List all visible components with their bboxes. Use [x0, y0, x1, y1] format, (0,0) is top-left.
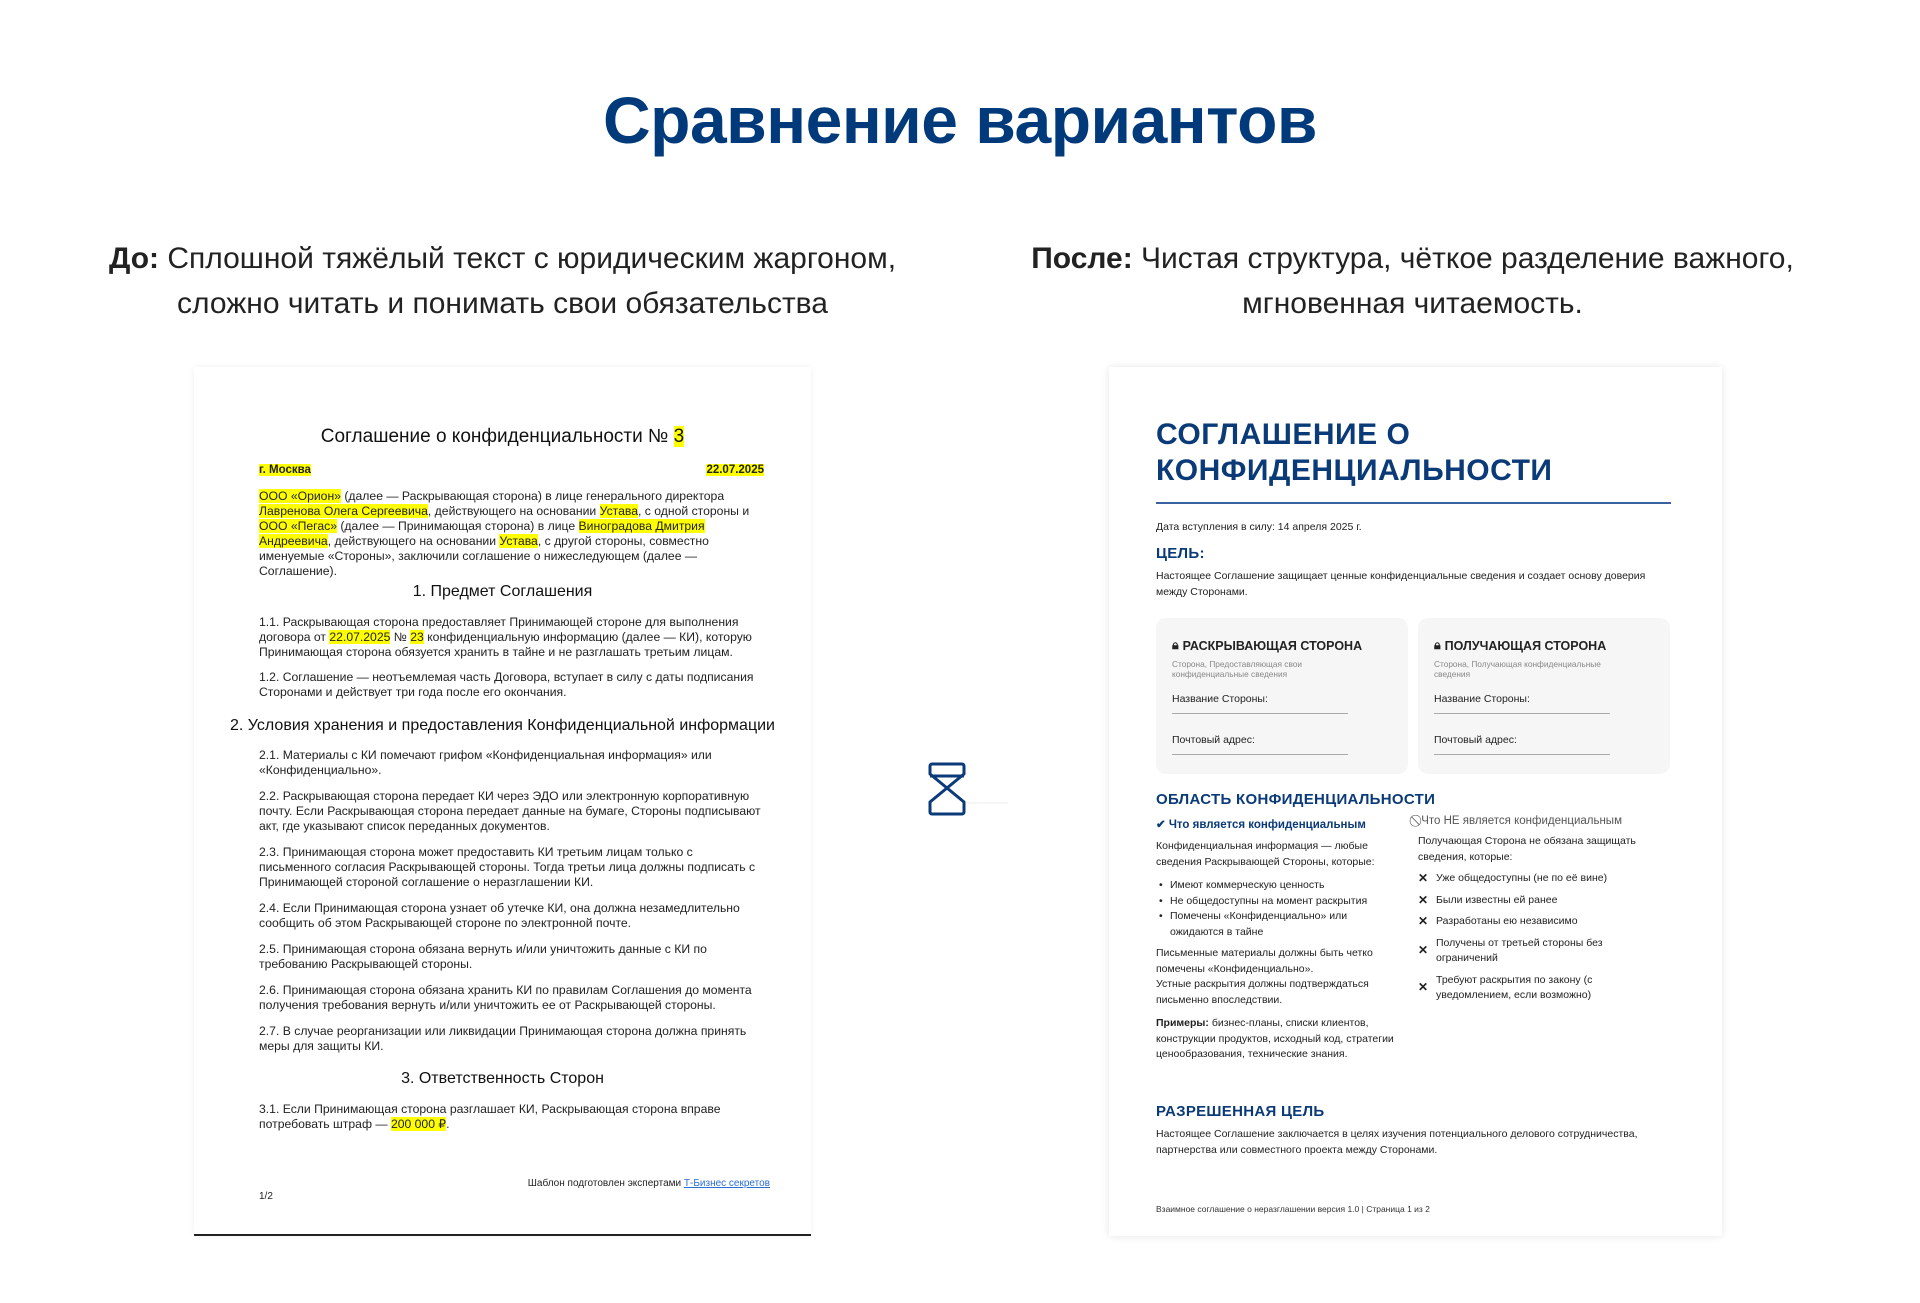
not-heading-text: Что НЕ является конфиденциальным — [1421, 815, 1622, 827]
is-list — [1156, 878, 1401, 940]
credit-text: Шаблон подготовлен экспертами — [527, 1178, 684, 1189]
scope-heading: ОБЛАСТЬ КОНФИДЕНЦИАЛЬНОСТИ — [1156, 791, 1436, 808]
not-confidential-column — [1418, 815, 1673, 1010]
card-subtitle: Сторона, Получающая конфиденциальные сведения — [1434, 659, 1601, 679]
highlighted-field: ООО «Пегас» — [259, 519, 337, 533]
clause-1-2: 1.2. Соглашение — неотъемлемая часть Договора, вступает в силу с даты подписания Сторонами и действует три года после его окончания. — [259, 670, 754, 699]
list-item — [1418, 893, 1673, 909]
disclosing-party-card — [1156, 618, 1408, 774]
clause-1-1 — [259, 615, 764, 660]
list-item: • Помечены «Конфиденциально» или ожидаются в тайне — [1156, 909, 1401, 940]
highlighted-field: 200 000 ₽ — [390, 1117, 447, 1131]
not-heading — [1418, 815, 1673, 828]
section-3-heading: 3. Ответственность Сторон — [401, 1070, 604, 1087]
x-icon: ✕ — [1418, 892, 1429, 907]
party-name-field[interactable] — [1434, 713, 1610, 714]
list-item-text: Требуют раскрытия по закону (с уведомлением, если возможно) — [1436, 973, 1593, 1001]
text-segment: , с одной стороны и — [638, 504, 750, 518]
party-name-field[interactable] — [1172, 713, 1348, 714]
text-segment: 3.1. Если Принимающая сторона разглашает КИ, Раскрывающая сторона вправе потребовать штраф — — [259, 1102, 721, 1131]
clause-2-7: 2.7. В случае реорганизации или ликвидации Принимающая сторона должна принять меры для защиты КИ. — [259, 1024, 747, 1053]
card-title — [1434, 638, 1606, 653]
text-segment: , с другой стороны, совместно именуемые «Стороны», заключили соглашение о нижеследующем (далее — Соглашение). — [259, 534, 709, 578]
text-segment: (далее — Принимающая сторона) в лице — [336, 519, 579, 533]
clause-2-2: 2.2. Раскрывающая сторона передает КИ через ЭДО или электронную корпоративную почту. Если Раскрывающая сторона передает данные на бумаге, Стороны подписывают акт, где указывают список переданных документов. — [259, 789, 761, 833]
clause-2-4: 2.4. Если Принимающая сторона узнает об утечке КИ, она должна незамедлительно сообщить об этом Раскрывающей стороне по электронной почте. — [259, 901, 740, 930]
card-title-text: РАСКРЫВАЮЩАЯ СТОРОНА — [1182, 638, 1363, 653]
before-text-2: сложно читать и понимать свои обязательства — [177, 287, 828, 320]
highlighted-field: ООО «Орион» — [259, 489, 341, 503]
after-caption — [975, 236, 1850, 326]
prohibited-icon: ⃠ — [1418, 815, 1422, 827]
examples — [1156, 1016, 1401, 1063]
address-label: Почтовый адрес: — [1434, 734, 1517, 746]
highlighted-field: Устава — [499, 534, 538, 548]
highlighted-field: Устава — [599, 504, 638, 518]
city-text: г. Москва — [259, 464, 311, 476]
highlighted-field: 23 — [410, 630, 424, 644]
address-field[interactable] — [1172, 754, 1348, 755]
x-icon: ✕ — [1418, 980, 1429, 995]
text-segment: № — [390, 630, 411, 644]
purpose-text: Настоящее Соглашение заключается в целях изучения потенциального делового сотрудничества, партнерства или совместного проекта между Сторонами. — [1156, 1128, 1638, 1156]
party-name-label: Название Стороны: — [1434, 693, 1530, 705]
is-intro: Конфиденциальная информация — любые сведения Раскрывающей Стороны, которые: — [1156, 840, 1375, 868]
examples-text: бизнес-планы, списки клиентов, конструкции продуктов, исходный код, стратегии ценообразования, технические знания. — [1156, 1017, 1394, 1060]
party-name-label: Название Стороны: — [1172, 693, 1268, 705]
list-item: • Имеют коммерческую ценность — [1156, 878, 1401, 894]
highlighted-field: 22.07.2025 — [329, 630, 391, 644]
after-text: Чистая структура, чёткое разделение важного, — [1132, 242, 1794, 275]
before-label: До: — [108, 242, 160, 275]
after-text-2: мгновенная читаемость. — [1242, 287, 1583, 320]
clause-2-5: 2.5. Принимающая сторона обязана вернуть и/или уничтожить данные с КИ по требованию Раскрывающей стороны. — [259, 942, 707, 971]
list-item-text: Уже общедоступны (не по её вине) — [1436, 872, 1608, 884]
date-text: 22.07.2025 — [706, 464, 764, 476]
list-item — [1418, 936, 1673, 967]
list-item: • Не общедоступны на момент раскрытия — [1156, 894, 1401, 910]
section-1-heading: 1. Предмет Соглашения — [412, 583, 593, 600]
text-segment: (далее — Раскрывающая сторона) в лице генерального директора — [340, 489, 725, 503]
before-doc-title — [194, 426, 811, 448]
examples-label: Примеры: — [1156, 1017, 1209, 1029]
marking-note: Письменные материалы должны быть четко помечены «Конфиденциально». — [1156, 947, 1373, 975]
credit-link[interactable]: Т-Бизнес секретов — [683, 1178, 770, 1189]
list-item-text: Получены от третьей стороны без ограничений — [1436, 936, 1603, 964]
highlighted-field: 3 — [673, 426, 685, 447]
after-document — [1109, 367, 1722, 1236]
goal-text: Настоящее Соглашение защищает ценные конфиденциальные сведения и создает основу доверия между Сторонами. — [1156, 570, 1646, 598]
before-caption — [60, 236, 945, 326]
receiving-party-card — [1418, 618, 1670, 774]
is-heading-text: Что является конфиденциальным — [1168, 819, 1366, 831]
date — [259, 463, 764, 478]
text-segment: . — [446, 1117, 450, 1131]
list-item-text: Разработаны ею независимо — [1436, 915, 1578, 927]
x-icon: ✕ — [1418, 943, 1429, 958]
is-confidential-column — [1156, 817, 1401, 1063]
text-segment: , действующего на основании — [427, 504, 600, 518]
before-document — [194, 367, 811, 1236]
address-field[interactable] — [1434, 754, 1610, 755]
clause-2-6: 2.6. Принимающая сторона обязана хранить КИ по правилам Соглашения до момента получения требования вернуть и/или уничтожить ее от Раскрывающей стороны. — [259, 983, 752, 1012]
not-intro: Получающая Сторона не обязана защищать сведения, которые: — [1418, 835, 1636, 863]
after-label: После: — [1031, 242, 1133, 275]
intro-paragraph — [259, 489, 764, 579]
doc-footer: Взаимное соглашение о неразглашении версия 1.0 | Страница 1 из 2 — [1156, 1204, 1430, 1214]
is-heading — [1156, 817, 1401, 831]
list-item-text: Были известны ей ранее — [1436, 893, 1558, 906]
text-segment: , действующего на основании — [327, 534, 500, 548]
before-text: Сплошной тяжёлый текст с юридическим жаргоном, — [159, 242, 897, 275]
lock-icon: 🔒︎ — [1172, 638, 1179, 652]
hourglass-icon — [926, 760, 1016, 822]
card-subtitle: Сторона, Предоставляющая свои конфиденциальные сведения — [1172, 659, 1303, 679]
purpose-heading: РАЗРЕШЕННАЯ ЦЕЛЬ — [1156, 1103, 1325, 1120]
highlighted-field: Виноградова Дмитрия Андреевича — [259, 519, 705, 548]
title-divider — [1156, 502, 1671, 504]
clause-2-1: 2.1. Материалы с КИ помечают грифом «Конфиденциальная информация» или «Конфиденциально». — [259, 748, 712, 777]
list-item — [1418, 914, 1673, 930]
text-segment: конфиденциальную информацию (далее — КИ), которую Принимающая сторона обязуется хранить в тайне и не разглашать третьим лицам. — [259, 630, 752, 659]
address-label: Почтовый адрес: — [1172, 734, 1255, 746]
x-icon: ✕ — [1418, 914, 1429, 928]
highlighted-field: Лавренова Олега Сергеевича — [259, 504, 428, 518]
clause-2-3: 2.3. Принимающая сторона может предоставить КИ третьим лицам только с письменного согласия Раскрывающей стороны. Тогда третьи лица должны подписать с Принимающей стороной соглашение о неразглашении КИ. — [259, 845, 756, 889]
oral-note: Устные раскрытия должны подтверждаться письменно впоследствии. — [1156, 978, 1369, 1006]
card-title — [1172, 638, 1362, 653]
clause-3-1 — [259, 1102, 764, 1132]
check-icon: ✔ — [1156, 819, 1169, 831]
section-2-heading: 2. Условия хранения и предоставления Конфиденциальной информации — [230, 717, 775, 734]
page-number: 1/2 — [259, 1191, 273, 1202]
after-doc-title: СОГЛАШЕНИЕ О КОНФИДЕНЦИАЛЬНОСТИ — [1156, 418, 1553, 487]
goal-heading: ЦЕЛЬ: — [1156, 545, 1205, 562]
list-item — [1418, 973, 1673, 1004]
list-item — [1418, 871, 1673, 887]
x-icon: ✕ — [1418, 871, 1429, 885]
lock-icon: 🔒︎ — [1434, 638, 1441, 652]
text-segment: Соглашение о конфиденциальности № — [320, 426, 674, 447]
page-title: Сравнение вариантов — [602, 83, 1318, 157]
card-title-text: ПОЛУЧАЮЩАЯ СТОРОНА — [1444, 638, 1607, 653]
effective-date: Дата вступления в силу: 14 апреля 2025 г. — [1156, 521, 1362, 533]
text-segment: 1.1. Раскрывающая сторона предоставляет Принимающей стороне для выполнения договора от — [259, 615, 739, 644]
